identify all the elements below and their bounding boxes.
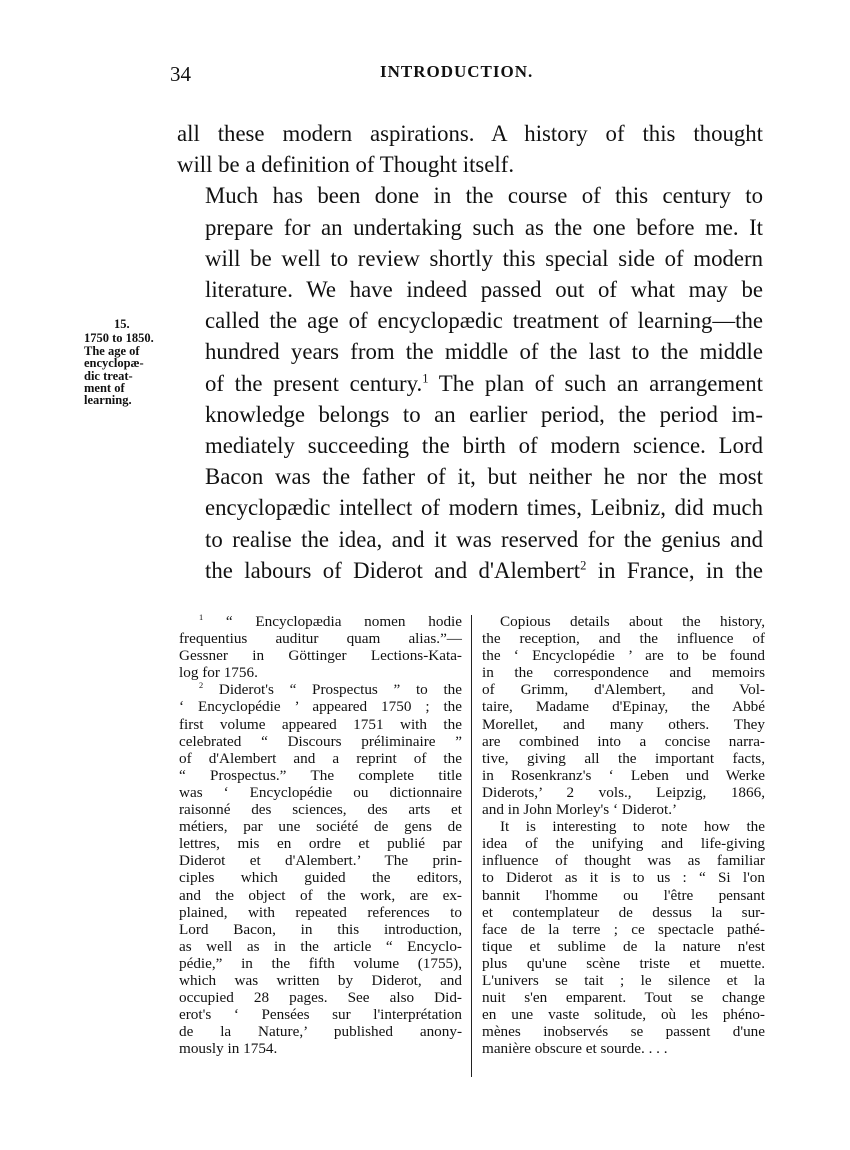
footnote-ref[interactable]: 1 [422,371,429,386]
running-head: INTRODUCTION. [380,62,534,81]
footnote-line: erot's ‘ Pensées sur l'interprétation [179,1006,462,1024]
footnote-line: the ‘ Encyclopédie ’ are to be found [482,647,765,665]
footnote-line: mènes inobservés se passent d'une [482,1023,765,1041]
footnotes-right-column [482,613,765,1057]
column-divider [471,615,472,1077]
footnote-line: which was written by Diderot, and [179,971,462,989]
page-number: 34 [170,62,191,86]
text-line: all these modern aspirations. A history of this thought [177,121,763,146]
margin-note [84,318,166,407]
text-line [177,368,763,399]
footnote-line: influence of thought was as familiar [482,852,765,870]
margin-note-line: 1750 to 1850. [84,331,154,346]
text-segment: The plan of such an arrangement [428,370,763,396]
footnote-line: face de la terre ; ce spectacle pathé- [482,920,765,938]
text-line: mediately succeeding the birth of modern science. Lord [205,433,763,459]
text-segment: “ Encyclopædia nomen hodie [225,613,463,630]
text-line: Much has been done in the course of this century to [205,183,763,209]
footnote-line: métiers, par une société de gens de [179,818,462,836]
footnote-line: bannit l'homme ou l'être pensant [482,886,765,904]
footnote-line: to Diderot as it is to us : “ Si l'on [482,869,765,887]
margin-note-line: learning. [84,393,132,408]
footnote-marker: 1 [199,612,204,622]
footnote-line: nuit s'en emparent. Tout se change [482,989,765,1007]
footnote-line: was ‘ Encyclopédie ou dictionnaire [179,783,462,801]
paragraph [177,118,763,180]
margin-note-line: encyclopæ- [84,356,144,371]
footnote-line: ‘ Encyclopédie ’ appeared 1750 ; the [179,698,462,716]
footnote-line: pédie,” in the fifth volume (1755), [179,954,462,972]
footnote-line: in the correspondence and memoirs [482,664,765,682]
text-line: will be well to review shortly this special side of modern [205,245,763,271]
footnote-line: Diderot et d'Alembert.’ The prin- [179,852,462,870]
footnote-line: L'univers se tait ; le silence et la [482,971,765,989]
footnote-line: Gessner in Göttinger Lections-Kata- [179,647,462,665]
footnote-line: celebrated “ Discours préliminaire ” [179,732,462,750]
footnote-line: plus qu'une scène triste et muette. [482,954,765,972]
footnote-line: et contemplateur de dessus la sur- [482,903,765,921]
footnote-line: Diderots,’ 2 vols., Leipzig, 1866, [482,783,765,801]
footnote-line: and in John Morley's ‘ Diderot.’ [482,801,678,819]
footnote-line: en une vaste solitude, où les phéno- [482,1006,765,1024]
footnote-line: and the object of the work, are ex- [179,886,462,904]
text-line: literature. We have indeed passed out of what may be [205,277,763,303]
margin-note-line: dic treat- [84,368,133,383]
footnote-line: mously in 1754. [179,1040,278,1058]
footnote-line: raisonné des sciences, des arts et [179,801,462,819]
text-line: knowledge belongs to an earlier period, the period im- [205,401,763,427]
footnote-line [179,681,462,698]
text-line: to realise the idea, and it was reserved for the genius and [205,526,763,552]
text-segment: in France, in the [586,557,763,583]
footnote-line: ciples which guided the editors, [179,869,462,887]
footnote-line: frequentius auditur quam alias.”— [179,630,462,648]
footnote-line: as well as in the article “ Encyclo- [179,937,462,955]
text-line [177,555,763,586]
footnote-line: Lord Bacon, in this introduction, [179,920,462,938]
footnote-line: the reception, and the influence of [482,630,765,648]
text-line: hundred years from the middle of the last to the middle [205,339,763,365]
footnotes [179,613,764,1083]
footnote-line: manière obscure et sourde. . . . [482,1040,668,1058]
text-line: called the age of encyclopædic treatment of learning—the [205,308,763,334]
text-line: encyclopædic intellect of modern times, Leibniz, did much [205,495,763,521]
footnote-line: of Grimm, d'Alembert, and Vol- [482,681,765,699]
footnote-line: tique et sublime de la nature n'est [482,937,765,955]
footnote-line: idea of the unifying and life-giving [482,835,765,853]
body-text [177,118,763,586]
text-line: will be a definition of Thought itself. [177,152,515,178]
footnote-line: de la Nature,’ published anony- [179,1023,462,1041]
footnote-ref[interactable]: 2 [580,558,587,573]
margin-note-line: ment of [84,381,125,396]
footnote-line: It is interesting to note how the [500,818,765,836]
footnote-line: Copious details about the history, [500,613,765,630]
page-header [0,62,850,92]
footnote-line: occupied 28 pages. See also Did- [179,989,462,1007]
footnote-line: lettres, mis en ordre et publié par [179,835,462,853]
footnote-line: tive, giving all the important facts, [482,749,765,767]
footnote-line: are combined into a concise narra- [482,732,765,750]
footnote-marker: 2 [199,681,204,691]
text-segment: Diderot's “ Prospectus ” to the [218,681,462,699]
footnote-line: “ Prospectus.” The complete title [179,766,462,784]
text-segment: of the present century. [205,370,423,396]
footnote-line: Morellet, and many others. They [482,715,765,733]
text-line: Bacon was the father of it, but neither he nor the most [205,464,763,490]
paragraph [177,180,763,586]
footnote-line: first volume appeared 1751 with the [179,715,462,733]
margin-note-line: The age of [84,343,140,358]
text-line: prepare for an undertaking such as the one before me. It [205,214,763,240]
footnotes-left-column [179,613,462,1057]
margin-note-number: 15. [114,317,130,331]
footnote-line: of d'Alembert and a reprint of the [179,749,462,767]
footnote-line: log for 1756. [179,664,258,682]
footnote-line: plained, with repeated references to [179,903,462,921]
text-segment: the labours of Diderot and d'Alembert [205,557,581,583]
footnote-line: in Rosenkranz's ‘ Leben und Werke [482,766,765,784]
footnote-line: taire, Madame d'Epinay, the Abbé [482,698,765,716]
footnote-line [179,613,462,630]
